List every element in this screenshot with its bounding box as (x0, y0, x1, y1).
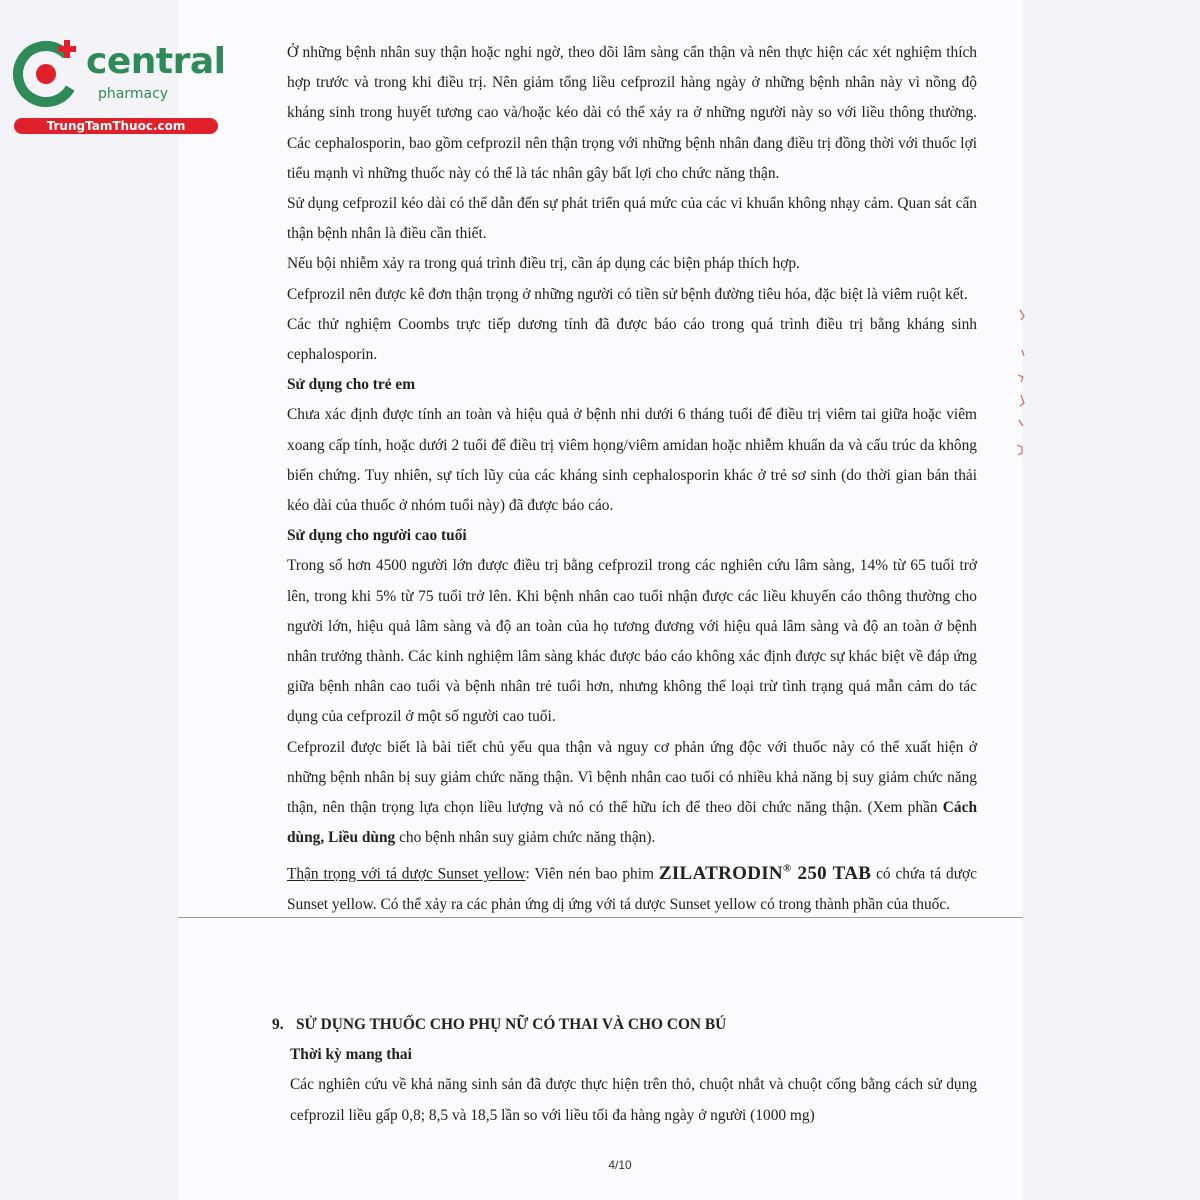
dosage-section-ref: Cách dùng, Liều dùng (287, 799, 977, 847)
paragraph-children: Chưa xác định được tính an toàn và hiệu quả ở bệnh nhi dưới 6 tháng tuổi để điều trị viêm tai giữa hoặc viêm xoang cấp tính, hoặc dưới 2 tuổi để điều trị viêm họng/viêm amidan hoặc nhiễm khuẩn da và cấu trúc da không biến chứng. Tuy nhiên, sự tích lũy của các kháng sinh cephalosporin khác ở trẻ sơ sinh (do thời gian bán thải kéo dài của thuốc ở nhóm tuổi này) đã được báo cáo. (287, 406, 977, 515)
paragraph-superinfection: Nếu bội nhiễm xảy ra trong quá trình điều trị, cần áp dụng các biện pháp thích hợp. (287, 255, 800, 273)
section-9-body (290, 1040, 977, 1131)
registered-mark: ® (782, 862, 792, 875)
paragraph-renal: Ở những bệnh nhân suy thận hoặc nghi ngờ, theo dõi lâm sàng cẩn thận và nên thực hiện các xét nghiệm thích hợp trước và trong khi điều trị. Nên giảm tổng liều cefprozil hàng ngày ở những bệnh nhân này vì nồng độ kháng sinh trong huyết tương cao và/hoặc kéo dài có thể xảy ra ở những người này so với liều thông thường. Các cephalosporin, bao gồm cefprozil nên thận trọng với những bệnh nhân đang điều trị đồng thời với thuốc lợi tiểu mạnh vì những thuốc này có thể là tác nhân gây bất lợi cho chức năng thận. (287, 44, 977, 182)
product-name (659, 863, 871, 884)
section-9-title (272, 1010, 977, 1040)
page-number: 4/10 (608, 1158, 632, 1172)
paragraph-coombs: Các thử nghiệm Coombs trực tiếp dương tính đã được báo cáo trong quá trình điều trị bằng kháng sinh cephalosporin. (287, 315, 977, 364)
section-title-text: SỬ DỤNG THUỐC CHO PHỤ NỮ CÓ THAI VÀ CHO CON BÚ (296, 1016, 727, 1033)
logo-url-badge: TrungTamThuoc.com (14, 118, 218, 134)
paragraph-renal-excretion (287, 733, 977, 854)
paragraph-sunset-yellow (287, 853, 977, 920)
logo-brand-text: central (86, 41, 226, 82)
product-name-main: ZILATRODIN (658, 862, 783, 884)
sunset-text-b: có chứa tá dược Sunset yellow. Có thể xảy ra các phản ứng dị ứng với tá dược Sunset yellow có trong thành phần của thuốc. (287, 865, 978, 914)
document-body (287, 38, 977, 920)
heading-elderly: Sử dụng cho người cao tuổi (287, 527, 467, 545)
central-pharmacy-logo (10, 34, 226, 134)
product-name-strength: 250 TAB (791, 862, 872, 884)
renal-text-a: Cefprozil được biết là bài tiết chủ yếu qua thận và nguy cơ phản ứng độc với thuốc này có thể xuất hiện ở những bệnh nhân bị suy giảm chức năng thận. Vì bệnh nhân cao tuổi có nhiều khả năng bị suy giảm chức năng thận, nên thận trọng lựa chọn liều lượng và nó có thể hữu ích để theo dõi chức năng thận. (Xem phần (287, 738, 977, 817)
stamp-edge-marks (1012, 300, 1032, 470)
sunset-text-a: : Viên nén bao phim (525, 865, 659, 883)
section-number: 9. (272, 1016, 284, 1033)
renal-text-b: cho bệnh nhân suy giảm chức năng thận). (395, 829, 656, 847)
section-9 (272, 1010, 977, 1131)
logo-mark-icon (10, 34, 88, 114)
paragraph-gi-history: Cefprozil nên được kê đơn thận trọng ở những người có tiền sử bệnh đường tiêu hóa, đặc biệt là viêm ruột kết. (287, 285, 968, 303)
paragraph-pregnancy: Các nghiên cứu về khả năng sinh sản đã được thực hiện trên thỏ, chuột nhắt và chuột cống bằng cách sử dụng cefprozil liều gấp 0,8; 8,5 và 18,5 lần so với liều tối đa hàng ngày ở người (1000 mg) (290, 1076, 977, 1124)
heading-children: Sử dụng cho trẻ em (287, 376, 416, 394)
paragraph-prolonged-use: Sử dụng cefprozil kéo dài có thể dẫn đến sự phát triển quá mức của các vi khuẩn không nhạy cảm. Quan sát cẩn thận bệnh nhân là điều cần thiết. (287, 195, 977, 243)
scan-fold-line (178, 917, 1023, 918)
paragraph-elderly: Trong số hơn 4500 người lớn được điều trị bằng cefprozil trong các nghiên cứu lâm sàng, 14% từ 65 tuổi trở lên, trong khi 5% từ 75 tuổi trở lên. Khi bệnh nhân cao tuổi nhận được các liều khuyến cáo thông thường cho người lớn, hiệu quả lâm sàng và độ an toàn của họ tương đương với hiệu quả lâm sàng và độ an toàn ở bệnh nhân trưởng thành. Các kinh nghiệm lâm sàng khác được báo cáo không xác định được sự khác biệt về đáp ứng giữa bệnh nhân cao tuổi và bệnh nhân trẻ tuổi hơn, nhưng không thể loại trừ tình trạng quá mẫn cảm do tác dụng của cefprozil ở một số người cao tuổi. (287, 557, 977, 726)
heading-pregnancy: Thời kỳ mang thai (290, 1046, 412, 1064)
logo-sub-text: pharmacy (98, 86, 169, 102)
sunset-yellow-caution-label: Thận trọng với tá dược Sunset yellow (287, 865, 526, 883)
